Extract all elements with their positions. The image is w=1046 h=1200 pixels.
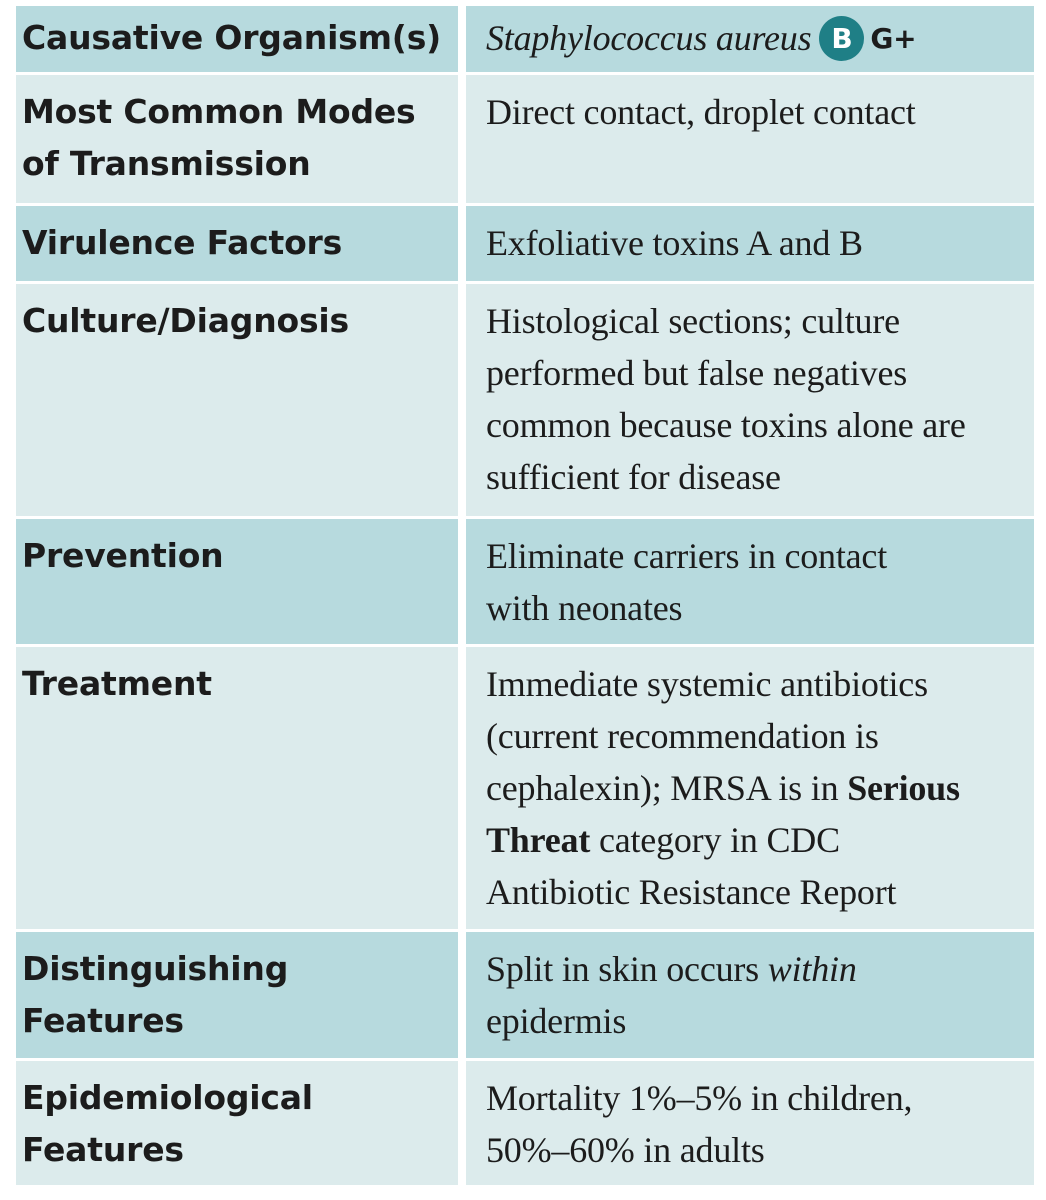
table-row xyxy=(16,203,1034,281)
row-label: Treatment xyxy=(16,647,458,929)
row-label: Causative Organism(s) xyxy=(16,6,458,72)
table-row xyxy=(16,929,1034,1058)
organism-name: Staphylococcus aureus xyxy=(486,18,812,58)
gram-stain-label: G+ xyxy=(870,21,917,55)
row-value: Immediate systemic antibiotics (current recommendation is cephalexin); MRSA is in Serious Threat category in CDC Antibiotic Resistance Report xyxy=(466,647,1034,929)
row-label: Most Common Modes of Transmission xyxy=(16,75,458,203)
row-value: Mortality 1%–5% in children, 50%–60% in adults xyxy=(466,1061,1034,1185)
row-value: Split in skin occurs within epidermis xyxy=(466,932,1034,1058)
row-value: Eliminate carriers in contact with neonates xyxy=(466,519,1034,644)
table-row xyxy=(16,1058,1034,1185)
info-table xyxy=(16,6,1034,1185)
table-row xyxy=(16,516,1034,644)
row-label: Virulence Factors xyxy=(16,206,458,281)
table-row xyxy=(16,6,1034,72)
bacteria-badge-icon: B xyxy=(819,16,864,61)
row-value: Exfoliative toxins A and B xyxy=(466,206,1034,281)
row-label: Distinguishing Features xyxy=(16,932,458,1058)
row-label: Epidemiological Features xyxy=(16,1061,458,1185)
table-row xyxy=(16,281,1034,516)
table-row xyxy=(16,72,1034,203)
row-value: Direct contact, droplet contact xyxy=(466,75,1034,203)
row-value xyxy=(466,6,1034,72)
row-label: Culture/Diagnosis xyxy=(16,284,458,516)
row-value: Histological sections; culture performed but false negatives common because toxins alone are sufficient for disease xyxy=(466,284,1034,516)
table-row xyxy=(16,644,1034,929)
row-label: Prevention xyxy=(16,519,458,644)
